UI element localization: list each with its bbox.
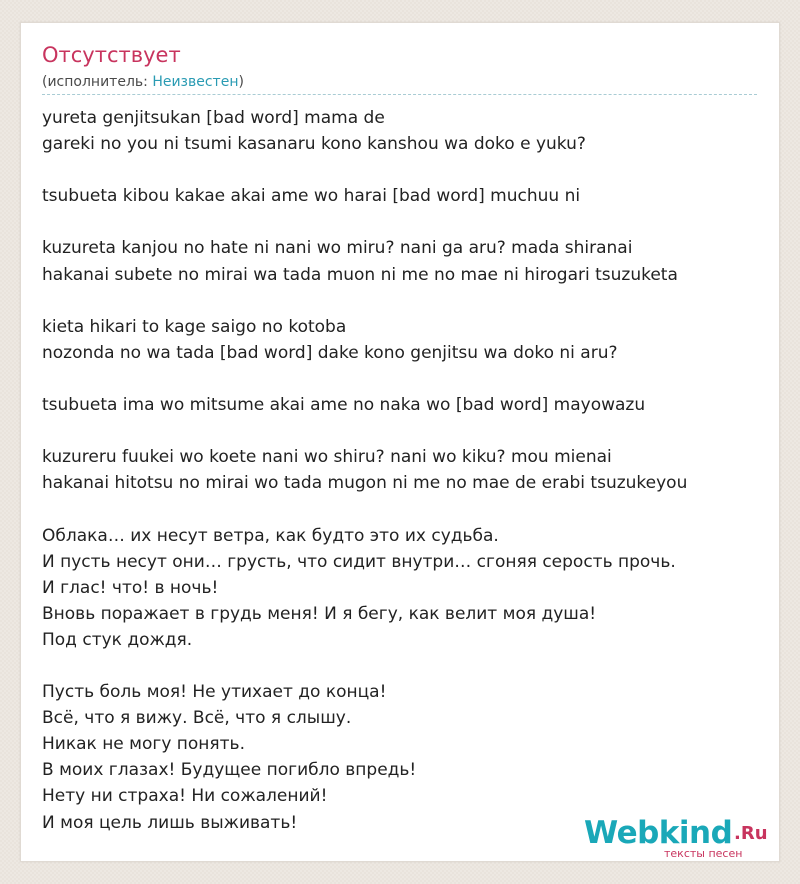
lyrics-card xyxy=(20,22,780,862)
song-title: Отсутствует xyxy=(42,43,181,67)
webkind-logo[interactable] xyxy=(584,815,774,859)
lyric-line xyxy=(42,209,762,235)
lyric-line: hakanai subete no mirai wa tada muon ni me no mae ni hirogari tsuzuketa xyxy=(42,264,678,285)
logo-tagline: тексты песен xyxy=(664,847,743,860)
lyric-line: В моих глазах! Будущее погибло впредь! xyxy=(42,760,417,781)
lyric-line: tsubueta kibou kakae akai ame wo harai [bad word] muchuu ni xyxy=(42,186,581,207)
lyric-line: Пусть боль моя! Не утихает до конца! xyxy=(42,682,387,703)
lyric-line: kieta hikari to kage saigo no kotoba xyxy=(42,316,347,337)
lyric-line: Под стук дождя. xyxy=(42,629,193,650)
divider xyxy=(42,94,757,95)
artist-suffix: ) xyxy=(238,74,244,90)
lyric-line: И глас! что! в ночь! xyxy=(42,577,219,598)
lyric-line xyxy=(42,418,762,444)
lyric-line: Вновь поражает в грудь меня! И я бегу, как велит моя душа! xyxy=(42,603,597,624)
lyric-line: hakanai hitotsu no mirai wo tada mugon ni me no mae de erabi tsuzukeyou xyxy=(42,473,688,494)
lyric-line: tsubueta ima wo mitsume akai ame no naka wo [bad word] mayowazu xyxy=(42,395,646,416)
lyric-line xyxy=(42,157,762,183)
lyrics-text xyxy=(42,105,762,836)
artist-prefix: (исполнитель: xyxy=(42,74,153,90)
lyric-line: Нету ни страха! Ни сожалений! xyxy=(42,786,328,807)
lyric-line xyxy=(42,366,762,392)
lyric-line: И пусть несут они… грусть, что сидит внутри… сгоняя серость прочь. xyxy=(42,551,676,572)
artist-line xyxy=(42,74,244,90)
logo-tld: .Ru xyxy=(734,823,768,844)
lyric-line: И моя цель лишь выживать! xyxy=(42,812,298,833)
lyric-line: nozonda no wa tada [bad word] dake kono genjitsu wa doko ni aru? xyxy=(42,342,618,363)
lyric-line: gareki no you ni tsumi kasanaru kono kanshou wa doko e yuku? xyxy=(42,134,586,155)
lyric-line xyxy=(42,288,762,314)
lyric-line: yureta genjitsukan [bad word] mama de xyxy=(42,108,385,128)
lyric-line: Облака… их несут ветра, как будто это их судьба. xyxy=(42,525,499,546)
lyric-line: Никак не могу понять. xyxy=(42,734,245,755)
lyric-line: kuzureta kanjou no hate ni nani wo miru? nani ga aru? mada shiranai xyxy=(42,238,633,259)
lyric-line: Всё, что я вижу. Всё, что я слышу. xyxy=(42,708,352,729)
artist-link[interactable]: Неизвестен xyxy=(152,74,239,90)
logo-name: Webkind xyxy=(584,815,733,851)
lyric-line xyxy=(42,496,762,522)
lyric-line xyxy=(42,653,762,679)
lyric-line: kuzureru fuukei wo koete nani wo shiru? nani wo kiku? mou mienai xyxy=(42,447,612,468)
